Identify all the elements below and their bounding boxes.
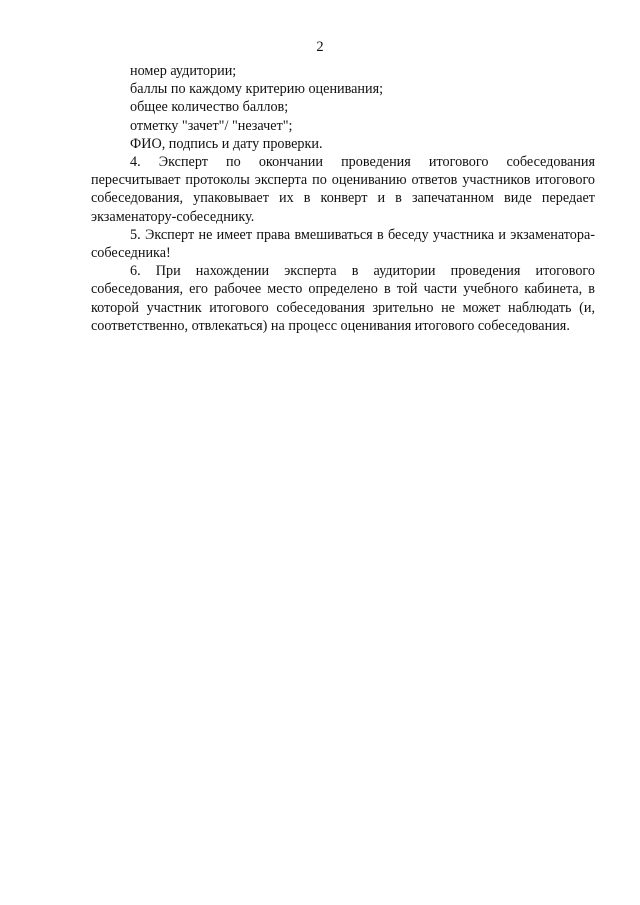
list-item-pass-fail-mark: отметку "зачет"/ "незачет"; <box>130 117 293 134</box>
document-body <box>91 62 595 335</box>
list-item-total-score: общее количество баллов; <box>130 99 289 116</box>
list-item-name-signature-date: ФИО, подпись и дату проверки. <box>130 135 323 152</box>
list-item-criteria-scores: баллы по каждому критерию оценивания; <box>130 81 384 98</box>
paragraph-4: 4. Эксперт по окончании проведения итогового собеседования пересчитывает протоколы эксперта по оцениванию ответов участников итогового собеседования, упаковывает их в конверт и в запечатанном виде передает экзаменатору-собеседнику. <box>91 154 595 225</box>
list-item-room-number: номер аудитории; <box>130 63 237 79</box>
page-number: 2 <box>316 39 324 55</box>
paragraph-5: 5. Эксперт не имеет права вмешиваться в беседу участника и экзаменатора-собеседника! <box>91 226 595 262</box>
paragraph-6: 6. При нахождении эксперта в аудитории проведения итогового собеседования, его рабочее место определено в той части учебного кабинета, в которой участник итогового собеседования зрительно не может наблюдать (и, соответственно, отвлекаться) на процесс оценивания итогового собеседования. <box>91 263 595 334</box>
